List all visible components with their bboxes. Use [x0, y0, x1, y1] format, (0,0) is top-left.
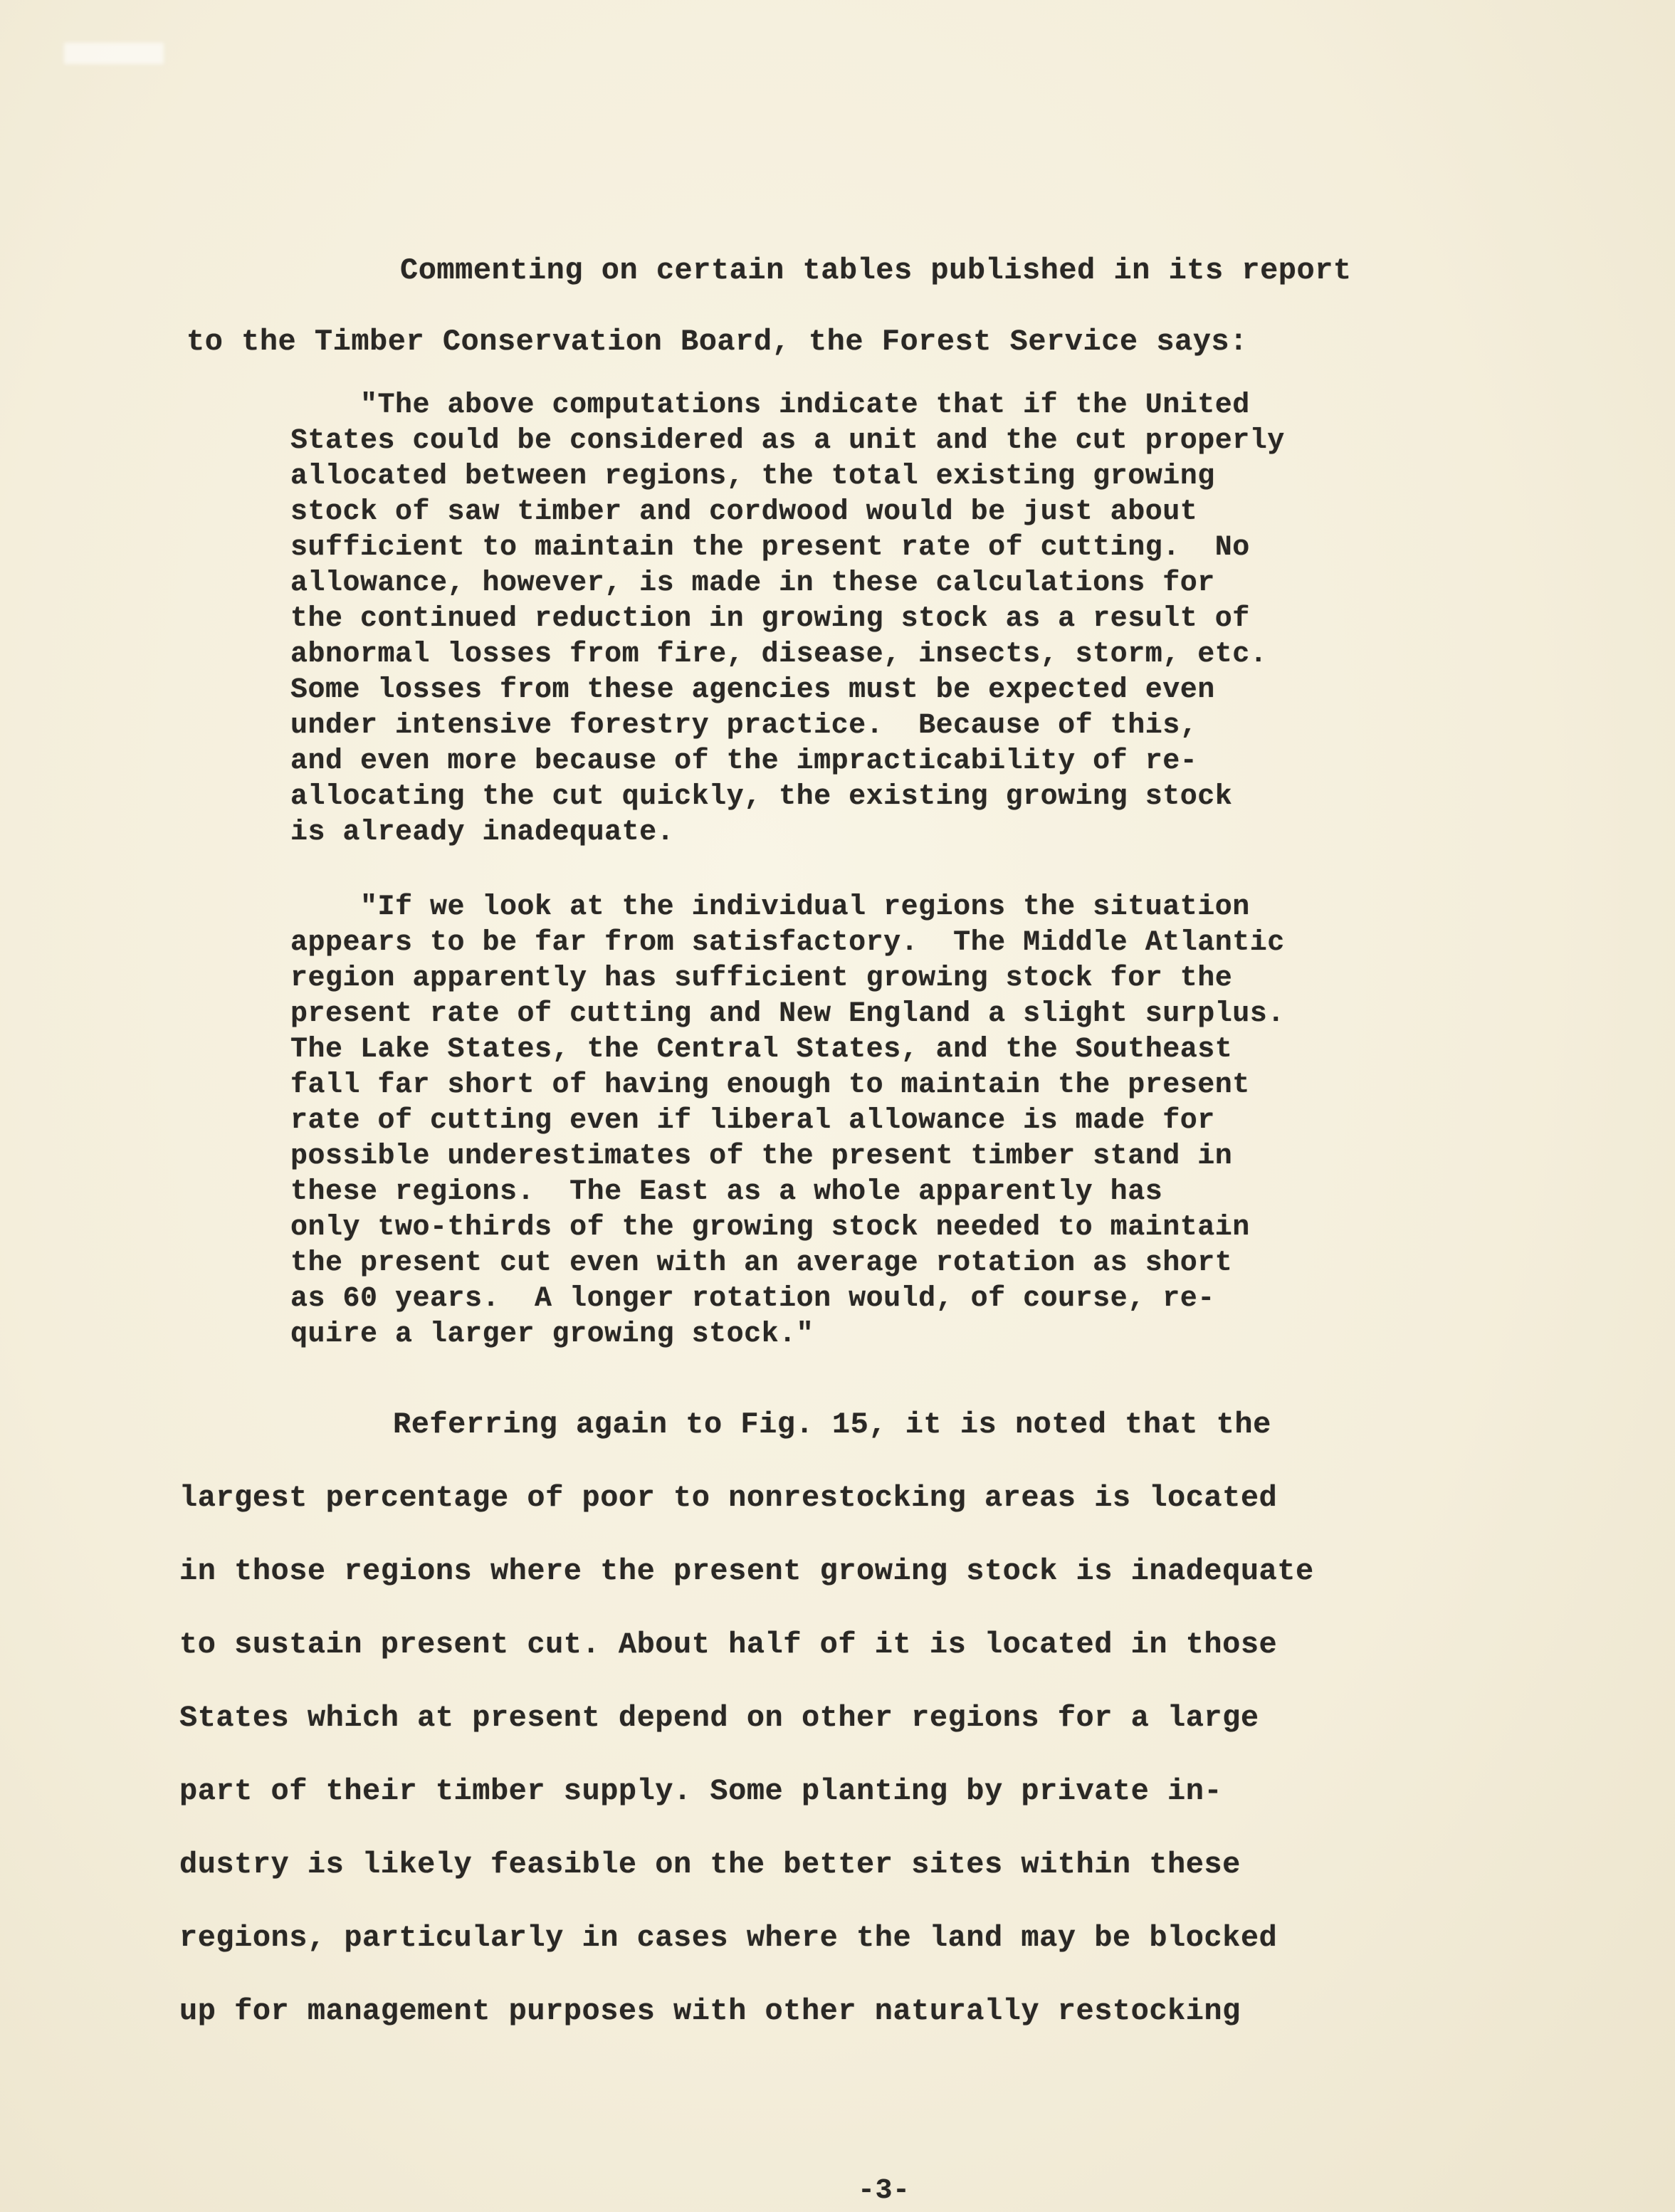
quote-line: allocating the cut quickly, the existing growing stock	[290, 781, 1233, 813]
quote-line: fall far short of having enough to maintain the present	[290, 1069, 1250, 1101]
quote-line: "The above computations indicate that if the United	[290, 389, 1250, 421]
intro-line: Commenting on certain tables published in its report	[400, 253, 1352, 288]
quote-line: quire a larger growing stock."	[290, 1319, 814, 1351]
quote-line: States could be considered as a unit and the cut properly	[290, 425, 1285, 457]
paper-blemish	[64, 43, 164, 64]
body-line: in those regions where the present growing stock is inadequate	[179, 1554, 1314, 1588]
body-line: to sustain present cut. About half of it is located in those	[179, 1627, 1278, 1662]
quote-line: abnormal losses from fire, disease, insects, storm, etc.	[290, 639, 1268, 671]
body-line: part of their timber supply. Some planting by private in-	[179, 1774, 1223, 1808]
quote-line: region apparently has sufficient growing stock for the	[290, 963, 1233, 995]
quote-line: and even more because of the impracticability of re-	[290, 745, 1198, 777]
block-quote-1	[290, 388, 1543, 851]
intro-paragraph	[187, 235, 1539, 377]
block-quote-2	[290, 890, 1543, 1353]
body-line: Referring again to Fig. 15, it is noted that the	[393, 1408, 1271, 1442]
quote-line: "If we look at the individual regions the situation	[290, 891, 1250, 923]
body-line: up for management purposes with other naturally restocking	[179, 1994, 1241, 2028]
body-line: States which at present depend on other regions for a large	[179, 1701, 1259, 1735]
quote-line: is already inadequate.	[290, 817, 675, 849]
page-number: -3-	[858, 2175, 910, 2207]
intro-line: to the Timber Conservation Board, the Forest Service says:	[187, 325, 1248, 359]
quote-line: stock of saw timber and cordwood would be just about	[290, 496, 1198, 528]
quote-line: sufficient to maintain the present rate of cutting. No	[290, 532, 1250, 564]
body-paragraph	[179, 1388, 1532, 2048]
quote-line: possible underestimates of the present timber stand in	[290, 1141, 1233, 1173]
quote-line: present rate of cutting and New England a slight surplus.	[290, 998, 1285, 1030]
quote-line: the present cut even with an average rotation as short	[290, 1247, 1233, 1279]
quote-line: The Lake States, the Central States, and the Southeast	[290, 1034, 1233, 1066]
body-line: dustry is likely feasible on the better sites within these	[179, 1847, 1241, 1882]
quote-line: allowance, however, is made in these calculations for	[290, 567, 1215, 599]
quote-line: Some losses from these agencies must be expected even	[290, 674, 1215, 706]
body-line: largest percentage of poor to nonrestocking areas is located	[179, 1481, 1278, 1515]
quote-line: as 60 years. A longer rotation would, of course, re-	[290, 1283, 1215, 1315]
quote-line: these regions. The East as a whole apparently has	[290, 1176, 1163, 1208]
quote-line: under intensive forestry practice. Because of this,	[290, 710, 1198, 742]
quote-line: only two-thirds of the growing stock needed to maintain	[290, 1212, 1250, 1244]
quote-line: appears to be far from satisfactory. The Middle Atlantic	[290, 927, 1285, 959]
quote-line: the continued reduction in growing stock as a result of	[290, 603, 1250, 635]
body-line: regions, particularly in cases where the land may be blocked	[179, 1921, 1278, 1955]
quote-line: rate of cutting even if liberal allowance is made for	[290, 1105, 1215, 1137]
quote-line: allocated between regions, the total existing growing	[290, 461, 1215, 493]
